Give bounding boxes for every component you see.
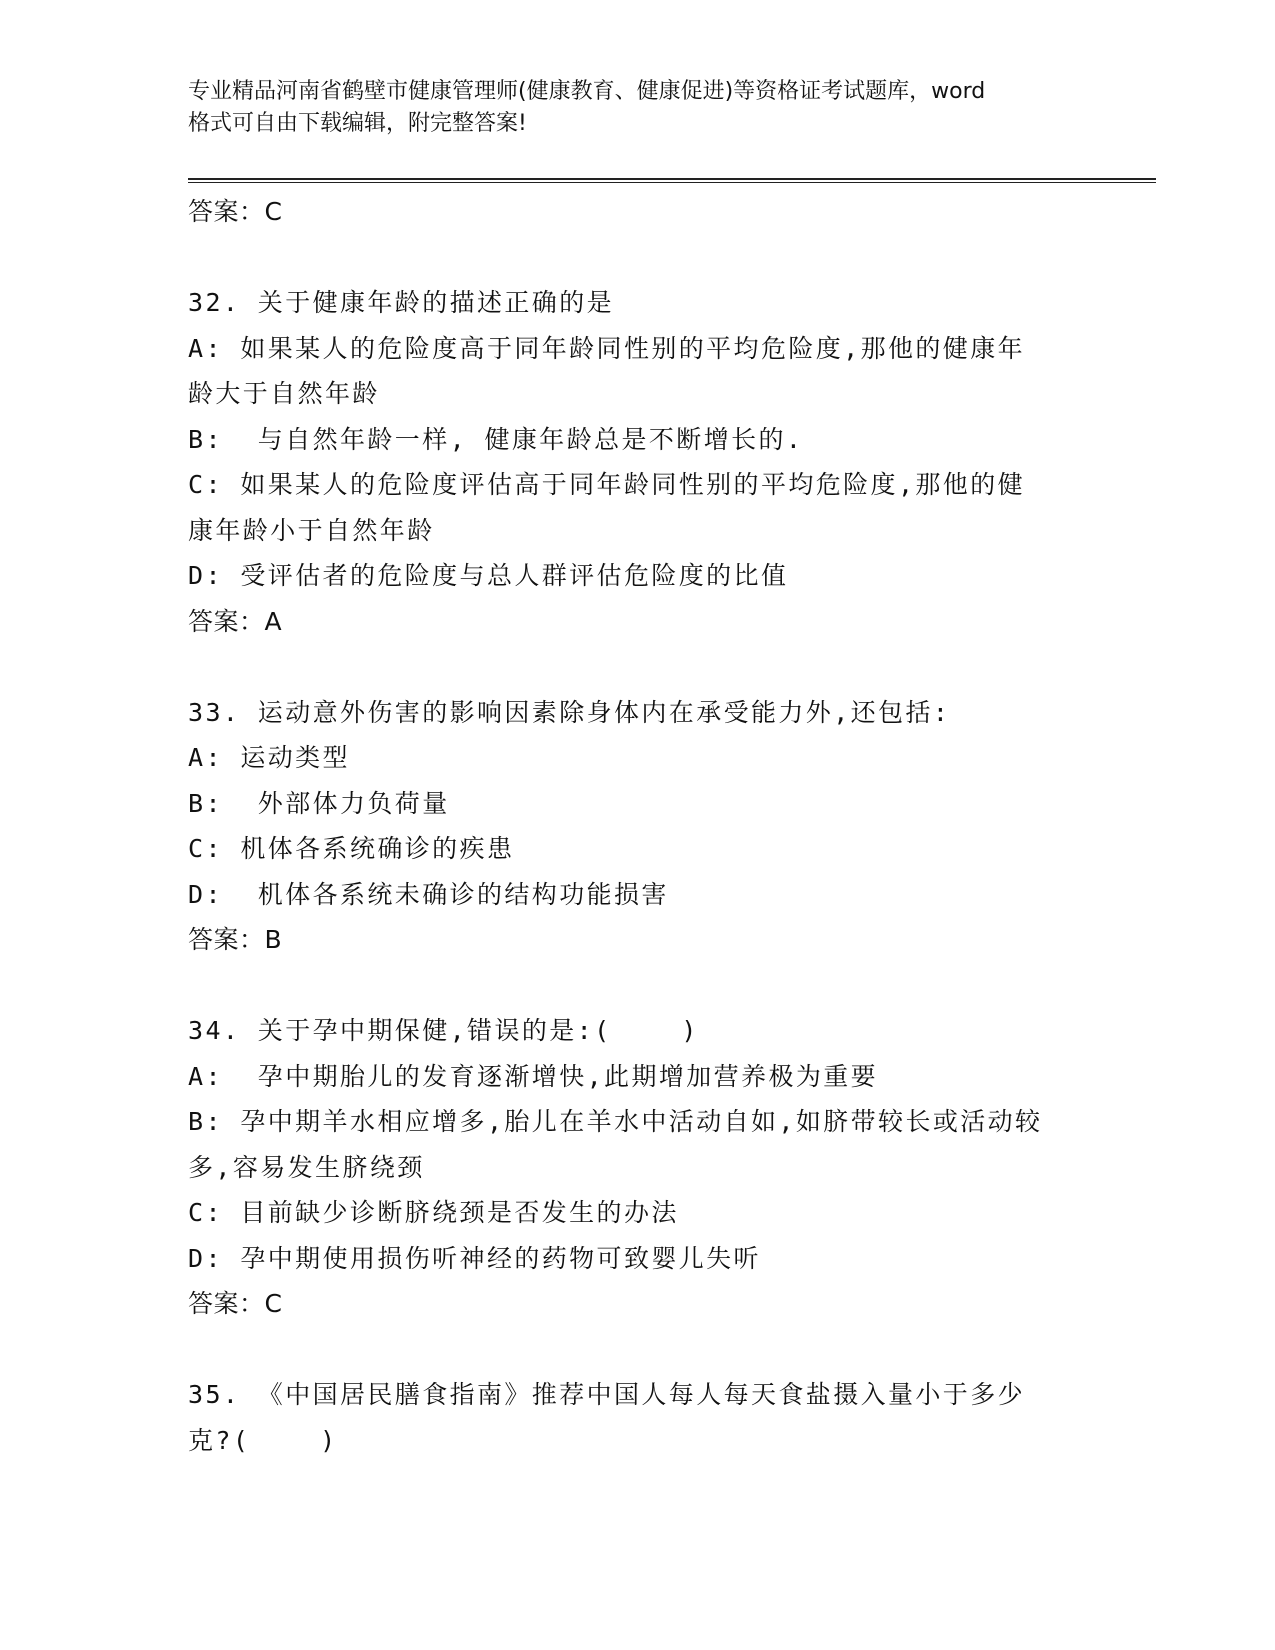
header-line-1: 专业精品河南省鹤壁市健康管理师(健康教育、健康促进)等资格证考试题库，word bbox=[188, 79, 986, 104]
document-header bbox=[188, 76, 1088, 140]
answer-line: 答案：C bbox=[188, 1289, 283, 1318]
option-a-continued: 龄大于自然年龄 bbox=[188, 379, 380, 408]
question-block bbox=[188, 1372, 1088, 1463]
answer-line: 答案：B bbox=[188, 925, 283, 954]
option-a: A: 如果某人的危险度高于同年龄同性别的平均危险度,那他的健康年 bbox=[188, 333, 1026, 363]
spacer bbox=[188, 963, 1088, 1009]
question-stem: 34. 关于孕中期保健,错误的是:( ) bbox=[188, 1016, 699, 1045]
option-b: B: 与自然年龄一样, 健康年龄总是不断增长的. bbox=[188, 424, 804, 454]
question-stem: 33. 运动意外伤害的影响因素除身体内在承受能力外,还包括: bbox=[188, 697, 951, 727]
option-c: C: 机体各系统确诊的疾患 bbox=[188, 834, 515, 863]
header-line-2: 格式可自由下载编辑，附完整答案! bbox=[188, 111, 527, 136]
option-c: C: 如果某人的危险度评估高于同年龄同性别的平均危险度,那他的健 bbox=[188, 470, 1026, 499]
option-c-continued: 康年龄小于自然年龄 bbox=[188, 515, 435, 545]
question-block bbox=[188, 1008, 1088, 1327]
option-c: C: 目前缺少诊断脐绕颈是否发生的办法 bbox=[188, 1198, 679, 1227]
header-divider bbox=[188, 178, 1156, 183]
spacer bbox=[188, 1327, 1088, 1373]
spacer bbox=[188, 644, 1088, 690]
option-a: A: 运动类型 bbox=[188, 743, 350, 772]
option-b: B: 孕中期羊水相应增多,胎儿在羊水中活动自如,如脐带较长或活动较 bbox=[188, 1107, 1043, 1136]
answer-line: 答案：A bbox=[188, 606, 283, 636]
spacer bbox=[188, 235, 1088, 281]
question-stem: 35. 《中国居民膳食指南》推荐中国人每人每天食盐摄入量小于多少 bbox=[188, 1380, 1026, 1409]
option-a: A: 孕中期胎儿的发育逐渐增快,此期增加营养极为重要 bbox=[188, 1061, 879, 1091]
option-b-continued: 多,容易发生脐绕颈 bbox=[188, 1152, 425, 1182]
option-b: B: 外部体力负荷量 bbox=[188, 788, 450, 818]
question-block bbox=[188, 280, 1088, 644]
option-d: D: 机体各系统未确诊的结构功能损害 bbox=[188, 879, 669, 909]
previous-answer: 答案：C bbox=[188, 197, 283, 226]
question-stem: 32. 关于健康年龄的描述正确的是 bbox=[188, 288, 615, 317]
option-d: D: 受评估者的危险度与总人群评估危险度的比值 bbox=[188, 561, 789, 590]
question-block bbox=[188, 690, 1088, 963]
question-list bbox=[188, 189, 1088, 1463]
option-d: D: 孕中期使用损伤听神经的药物可致婴儿失听 bbox=[188, 1243, 761, 1273]
question-stem-continued: 克?( ) bbox=[188, 1425, 338, 1455]
